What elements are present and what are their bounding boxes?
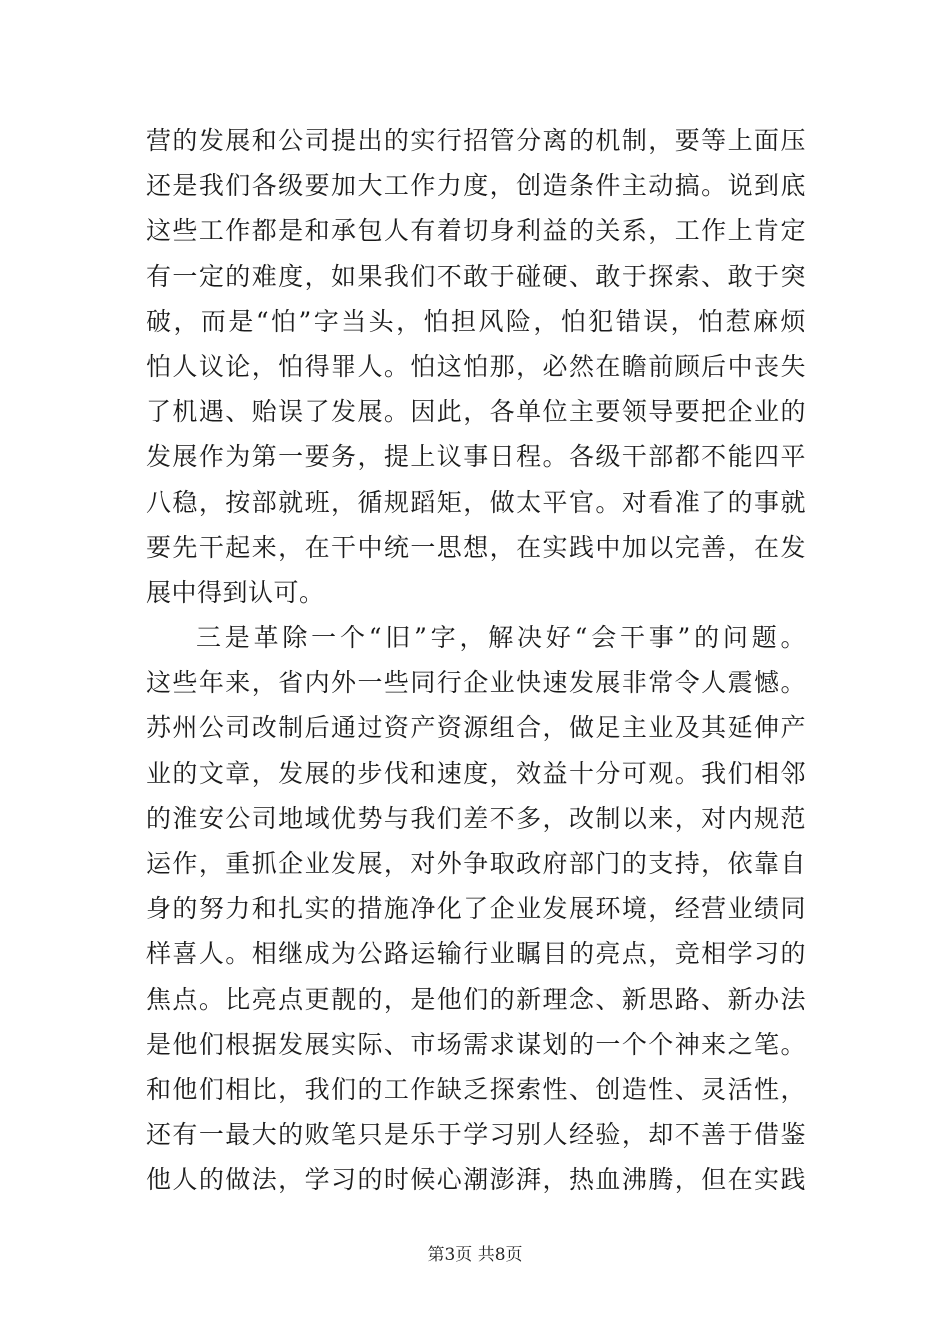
text-line: 这些工作都是和承包人有着切身利益的关系，工作上肯定 (146, 216, 806, 246)
text-line: 有一定的难度，如果我们不敢于碰硬、敢于探索、敢于突 (146, 261, 806, 291)
text-line: 身的努力和扎实的措施净化了企业发展环境，经营业绩同 (146, 894, 806, 924)
text-line: 破，而是“怕”字当头，怕担风险，怕犯错误，怕惹麻烦 (146, 306, 806, 336)
text-line: 怕人议论，怕得罪人。怕这怕那，必然在瞻前顾后中丧失 (146, 351, 806, 381)
page-number-footer: 第3页 共8页 (427, 1245, 523, 1265)
text-line: 苏州公司改制后通过资产资源组合，做足主业及其延伸产 (146, 713, 806, 743)
text-line: 运作，重抓企业发展，对外争取政府部门的支持，依靠自 (146, 849, 806, 878)
text-line: 这些年来，省内外一些同行企业快速发展非常令人震憾。 (146, 668, 806, 698)
text-line: 展中得到认可。 (146, 577, 325, 607)
text-line: 发展作为第一要务，提上议事日程。各级干部都不能四平 (146, 442, 806, 472)
text-line: 还有一最大的败笔只是乐于学习别人经验，却不善于借鉴 (146, 1120, 806, 1150)
paragraph-first-line: 三是革除一个“旧”字，解决好“会干事”的问题。 (196, 623, 806, 653)
text-line: 焦点。比亮点更靓的，是他们的新理念、新思路、新办法 (146, 984, 806, 1014)
text-line: 还是我们各级要加大工作力度，创造条件主动搞。说到底 (146, 171, 806, 201)
text-line: 业的文章，发展的步伐和速度，效益十分可观。我们相邻 (146, 758, 806, 788)
document-body (146, 118, 806, 1203)
text-line: 他人的做法，学习的时候心潮澎湃，热血沸腾，但在实践 (146, 1165, 806, 1195)
text-line: 样喜人。相继成为公路运输行业瞩目的亮点，竞相学习的 (146, 939, 806, 969)
text-line: 要先干起来，在干中统一思想，在实践中加以完善，在发 (146, 532, 806, 562)
text-line: 了机遇、贻误了发展。因此，各单位主要领导要把企业的 (146, 397, 806, 427)
text-line: 是他们根据发展实际、市场需求谋划的一个个神来之笔。 (146, 1029, 806, 1059)
text-line: 和他们相比，我们的工作缺乏探索性、创造性、灵活性， (146, 1074, 806, 1104)
text-line: 的淮安公司地域优势与我们差不多，改制以来，对内规范 (146, 803, 806, 833)
text-line: 八稳，按部就班，循规蹈矩，做太平官。对看准了的事就 (146, 487, 806, 517)
text-line: 营的发展和公司提出的实行招管分离的机制，要等上面压 (146, 126, 806, 155)
